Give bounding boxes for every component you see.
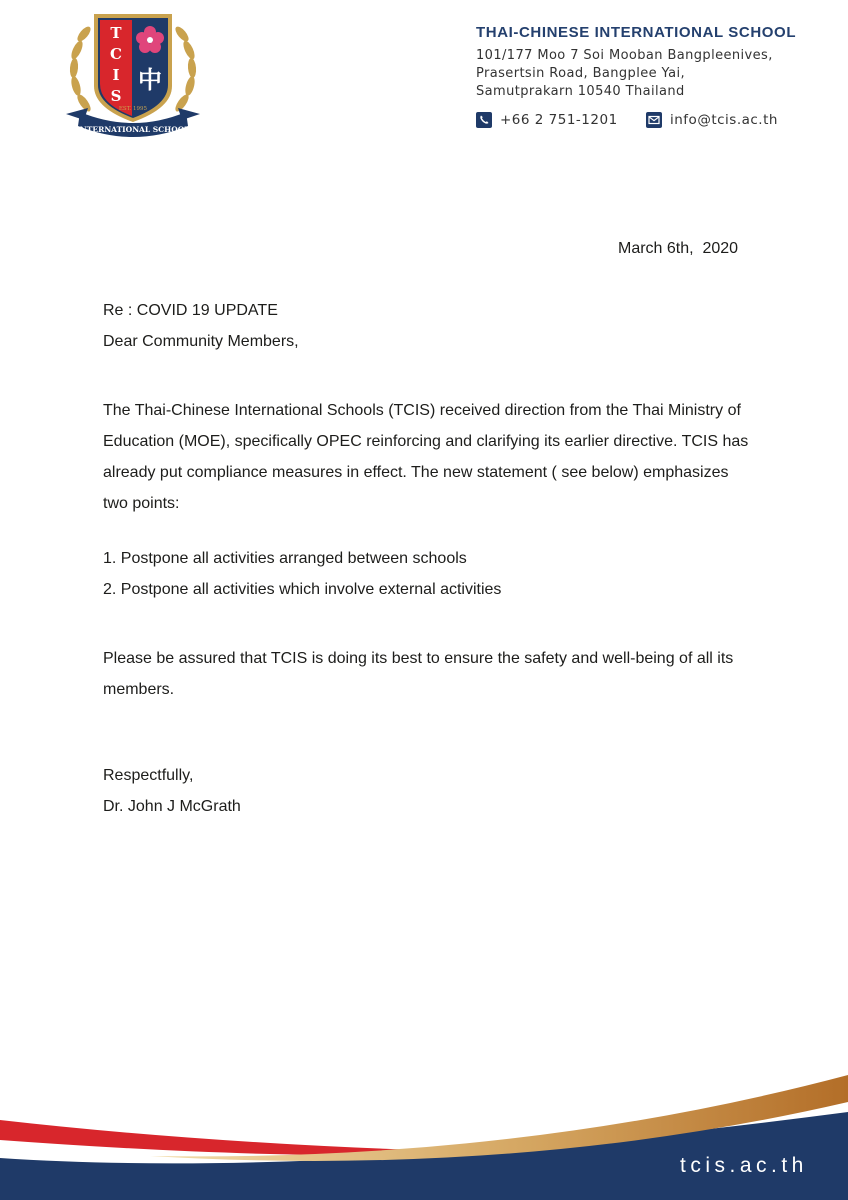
- list-item: 1. Postpone all activities arranged between schools: [103, 550, 467, 567]
- address-line: 101/177 Moo 7 Soi Mooban Bangpleenives,: [476, 48, 773, 63]
- signature-name: Dr. John J McGrath: [103, 798, 241, 815]
- salutation: Dear Community Members,: [103, 333, 299, 350]
- svg-text:T: T: [110, 24, 122, 42]
- email-contact: [646, 112, 778, 128]
- tcis-logo: [62, 8, 204, 146]
- mail-icon: [646, 112, 662, 128]
- email-address[interactable]: info@tcis.ac.th: [670, 112, 778, 128]
- body-paragraph: Please be assured that TCIS is doing its best to ensure the safety and well-being of all its members.: [103, 650, 734, 698]
- address-line: Prasertsin Road, Bangplee Yai,: [476, 66, 686, 81]
- phone-contact: [476, 112, 618, 128]
- footer-swoosh: [0, 1070, 848, 1200]
- subject-line: Re : COVID 19 UPDATE: [103, 302, 278, 319]
- letter-date: March 6th, 2020: [618, 240, 739, 257]
- svg-text:I: I: [112, 66, 120, 84]
- phone-number: +66 2 751-1201: [500, 112, 618, 128]
- address-line: Samutprakarn 10540 Thailand: [476, 84, 685, 99]
- svg-text:中: 中: [138, 66, 162, 94]
- svg-text:C: C: [110, 45, 122, 63]
- school-name: THAI-CHINESE INTERNATIONAL SCHOOL: [476, 24, 797, 41]
- body-paragraph: The Thai-Chinese International Schools (TCIS) received direction from the Thai Ministry of Education (MOE), specifically OPEC reinforcing and clarifying its earlier directive. TCIS has already put compliance measures in effect. The new statement ( see below) emphasizes two points:: [103, 402, 749, 512]
- phone-icon: [476, 112, 492, 128]
- list-item: 2. Postpone all activities which involve external activities: [103, 581, 502, 598]
- footer-website[interactable]: tcis.ac.th: [680, 1154, 808, 1177]
- svg-text:INTERNATIONAL SCHOOL: INTERNATIONAL SCHOOL: [76, 125, 190, 134]
- svg-text:EST. 1995: EST. 1995: [118, 106, 148, 112]
- closing: Respectfully,: [103, 767, 194, 784]
- svg-text:S: S: [110, 87, 122, 105]
